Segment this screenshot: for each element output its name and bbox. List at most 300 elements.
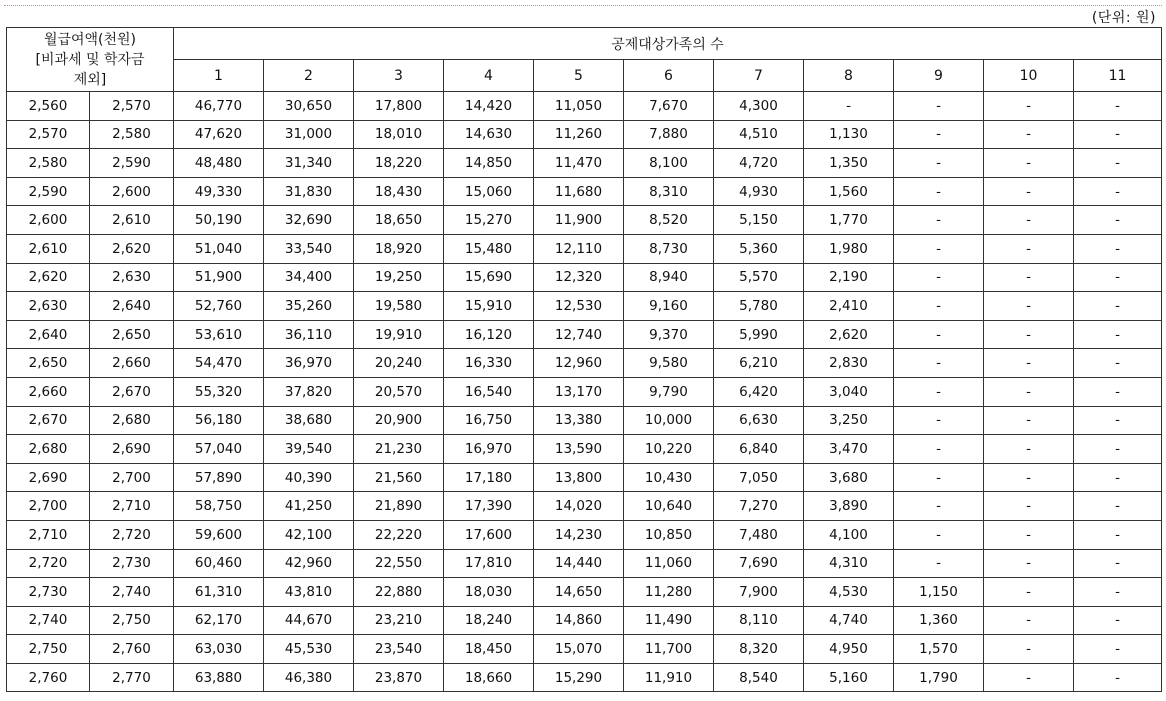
income-header-line: 제외] (73, 71, 107, 88)
income-from-cell: 2,610 (7, 234, 90, 263)
table-row (7, 177, 1162, 206)
tax-amount-cell: - (1074, 492, 1162, 521)
tax-amount-cell: 16,120 (444, 320, 534, 349)
tax-amount-cell: 59,600 (174, 520, 264, 549)
tax-amount-cell: 53,610 (174, 320, 264, 349)
family-count-header: 공제대상가족의 수 (174, 28, 1162, 60)
tax-amount-cell: 20,240 (354, 349, 444, 378)
tax-amount-cell: 18,430 (354, 177, 444, 206)
tax-amount-cell: 36,970 (264, 349, 354, 378)
tax-amount-cell: 44,670 (264, 606, 354, 635)
tax-amount-cell: - (984, 349, 1074, 378)
unit-label: (단위: 원) (1091, 10, 1156, 26)
tax-amount-cell: 8,520 (624, 206, 714, 235)
income-to-cell: 2,720 (90, 520, 174, 549)
tax-amount-cell: 11,050 (534, 92, 624, 121)
tax-amount-cell: 10,640 (624, 492, 714, 521)
table-row (7, 349, 1162, 378)
tax-amount-cell: 11,680 (534, 177, 624, 206)
tax-amount-cell: 7,050 (714, 463, 804, 492)
tax-amount-cell: 11,260 (534, 120, 624, 149)
income-to-cell: 2,710 (90, 492, 174, 521)
tax-amount-cell: 6,630 (714, 406, 804, 435)
tax-amount-cell: - (894, 492, 984, 521)
tax-amount-cell: 57,040 (174, 435, 264, 464)
tax-amount-cell: 56,180 (174, 406, 264, 435)
tax-amount-cell: 55,320 (174, 377, 264, 406)
table-row (7, 263, 1162, 292)
tax-amount-cell: - (1074, 92, 1162, 121)
tax-amount-cell: - (804, 92, 894, 121)
tax-amount-cell: - (1074, 463, 1162, 492)
tax-amount-cell: 18,010 (354, 120, 444, 149)
tax-amount-cell: 7,670 (624, 92, 714, 121)
tax-amount-cell: 16,750 (444, 406, 534, 435)
income-from-cell: 2,600 (7, 206, 90, 235)
tax-amount-cell: 15,480 (444, 234, 534, 263)
tax-amount-cell: - (894, 406, 984, 435)
tax-amount-cell: 23,210 (354, 606, 444, 635)
table-row (7, 234, 1162, 263)
tax-amount-cell: - (894, 377, 984, 406)
tax-amount-cell: 15,070 (534, 635, 624, 664)
table-row (7, 292, 1162, 321)
income-from-cell: 2,740 (7, 606, 90, 635)
family-column-header: 3 (354, 60, 444, 92)
income-from-cell: 2,580 (7, 149, 90, 178)
table-row (7, 406, 1162, 435)
tax-amount-cell: 13,170 (534, 377, 624, 406)
income-to-cell: 2,570 (90, 92, 174, 121)
tax-amount-cell: 23,540 (354, 635, 444, 664)
tax-amount-cell: 12,320 (534, 263, 624, 292)
income-to-cell: 2,630 (90, 263, 174, 292)
tax-amount-cell: 22,880 (354, 578, 444, 607)
tax-amount-cell: 15,270 (444, 206, 534, 235)
tax-amount-cell: - (894, 463, 984, 492)
tax-amount-cell: 22,220 (354, 520, 444, 549)
income-from-cell: 2,710 (7, 520, 90, 549)
tax-amount-cell: - (984, 377, 1074, 406)
tax-amount-cell: 9,580 (624, 349, 714, 378)
income-to-cell: 2,650 (90, 320, 174, 349)
tax-amount-cell: 15,910 (444, 292, 534, 321)
income-header-line: [비과세 및 학자금 (35, 51, 145, 68)
tax-amount-cell: - (894, 234, 984, 263)
tax-amount-cell: 1,350 (804, 149, 894, 178)
tax-amount-cell: - (984, 663, 1074, 692)
tax-amount-cell: 46,380 (264, 663, 354, 692)
income-from-cell: 2,690 (7, 463, 90, 492)
tax-amount-cell: 2,190 (804, 263, 894, 292)
tax-amount-cell: 18,030 (444, 578, 534, 607)
tax-amount-cell: 52,760 (174, 292, 264, 321)
tax-amount-cell: 4,720 (714, 149, 804, 178)
tax-amount-cell: - (984, 92, 1074, 121)
family-column-header: 9 (894, 60, 984, 92)
tax-amount-cell: 1,980 (804, 234, 894, 263)
tax-amount-cell: 1,360 (894, 606, 984, 635)
tax-amount-cell: 3,250 (804, 406, 894, 435)
tax-amount-cell: 5,780 (714, 292, 804, 321)
tax-amount-cell: - (1074, 206, 1162, 235)
tax-amount-cell: 31,000 (264, 120, 354, 149)
tax-amount-cell: 1,570 (894, 635, 984, 664)
family-column-header: 7 (714, 60, 804, 92)
tax-amount-cell: 7,480 (714, 520, 804, 549)
tax-amount-cell: 17,600 (444, 520, 534, 549)
tax-amount-cell: 5,360 (714, 234, 804, 263)
tax-amount-cell: - (984, 406, 1074, 435)
tax-amount-cell: 21,560 (354, 463, 444, 492)
income-to-cell: 2,600 (90, 177, 174, 206)
tax-amount-cell: - (1074, 549, 1162, 578)
tax-amount-cell: 36,110 (264, 320, 354, 349)
tax-amount-cell: - (894, 292, 984, 321)
family-column-header: 6 (624, 60, 714, 92)
tax-amount-cell: 8,310 (624, 177, 714, 206)
tax-amount-cell: 19,250 (354, 263, 444, 292)
table-row (7, 92, 1162, 121)
tax-amount-cell: 10,220 (624, 435, 714, 464)
tax-amount-cell: 1,150 (894, 578, 984, 607)
tax-amount-cell: - (894, 92, 984, 121)
income-from-cell: 2,620 (7, 263, 90, 292)
tax-amount-cell: - (1074, 120, 1162, 149)
tax-amount-cell: - (1074, 149, 1162, 178)
table-row (7, 377, 1162, 406)
tax-amount-cell: - (1074, 377, 1162, 406)
tax-amount-cell: 57,890 (174, 463, 264, 492)
tax-amount-cell: 4,100 (804, 520, 894, 549)
tax-amount-cell: 43,810 (264, 578, 354, 607)
tax-amount-cell: 18,660 (444, 663, 534, 692)
family-columns-row (7, 60, 1162, 92)
tax-amount-cell: 10,430 (624, 463, 714, 492)
tax-amount-cell: 10,000 (624, 406, 714, 435)
income-to-cell: 2,580 (90, 120, 174, 149)
tax-amount-cell: 15,060 (444, 177, 534, 206)
table-row (7, 606, 1162, 635)
table-row (7, 549, 1162, 578)
tax-amount-cell: - (894, 149, 984, 178)
tax-amount-cell: 17,800 (354, 92, 444, 121)
tax-amount-cell: 4,300 (714, 92, 804, 121)
income-from-cell: 2,720 (7, 549, 90, 578)
tax-amount-cell: 18,650 (354, 206, 444, 235)
tax-amount-cell: 45,530 (264, 635, 354, 664)
tax-amount-cell: 49,330 (174, 177, 264, 206)
tax-amount-cell: 4,740 (804, 606, 894, 635)
tax-amount-cell: 16,330 (444, 349, 534, 378)
tax-amount-cell: 6,210 (714, 349, 804, 378)
tax-amount-cell: 11,900 (534, 206, 624, 235)
family-column-header: 4 (444, 60, 534, 92)
tax-amount-cell: - (984, 234, 1074, 263)
table-row (7, 435, 1162, 464)
tax-amount-cell: 18,450 (444, 635, 534, 664)
tax-amount-cell: 31,830 (264, 177, 354, 206)
tax-amount-cell: - (1074, 349, 1162, 378)
tax-amount-cell: 7,880 (624, 120, 714, 149)
tax-amount-cell: 3,890 (804, 492, 894, 521)
tax-amount-cell: 38,680 (264, 406, 354, 435)
tax-amount-cell: 4,310 (804, 549, 894, 578)
tax-amount-cell: 14,020 (534, 492, 624, 521)
tax-amount-cell: 13,380 (534, 406, 624, 435)
tax-amount-cell: - (984, 206, 1074, 235)
tax-amount-cell: - (1074, 578, 1162, 607)
tax-amount-cell: 16,540 (444, 377, 534, 406)
family-column-header: 2 (264, 60, 354, 92)
tax-amount-cell: - (1074, 320, 1162, 349)
tax-amount-cell: 18,220 (354, 149, 444, 178)
tax-amount-cell: 5,150 (714, 206, 804, 235)
tax-amount-cell: - (1074, 292, 1162, 321)
tax-amount-cell: - (984, 635, 1074, 664)
tax-amount-cell: 10,850 (624, 520, 714, 549)
tax-amount-cell: - (1074, 177, 1162, 206)
tax-amount-cell: 21,890 (354, 492, 444, 521)
family-column-header: 8 (804, 60, 894, 92)
tax-amount-cell: - (984, 292, 1074, 321)
tax-amount-cell: 14,440 (534, 549, 624, 578)
tax-amount-cell: - (894, 206, 984, 235)
tax-amount-cell: 20,570 (354, 377, 444, 406)
tax-amount-cell: 32,690 (264, 206, 354, 235)
tax-amount-cell: - (1074, 406, 1162, 435)
tax-amount-cell: 1,560 (804, 177, 894, 206)
tax-amount-cell: 12,960 (534, 349, 624, 378)
top-dotted-rule (4, 5, 1162, 6)
tax-amount-cell: 39,540 (264, 435, 354, 464)
income-to-cell: 2,700 (90, 463, 174, 492)
tax-amount-cell: 1,770 (804, 206, 894, 235)
tax-amount-cell: 13,590 (534, 435, 624, 464)
tax-amount-cell: 9,370 (624, 320, 714, 349)
table-row (7, 635, 1162, 664)
tax-amount-cell: - (984, 149, 1074, 178)
tax-amount-cell: 19,910 (354, 320, 444, 349)
tax-amount-cell: 5,990 (714, 320, 804, 349)
income-to-cell: 2,740 (90, 578, 174, 607)
tax-amount-cell: - (984, 263, 1074, 292)
tax-amount-cell: - (1074, 234, 1162, 263)
tax-amount-cell: - (1074, 635, 1162, 664)
tax-amount-cell: - (894, 120, 984, 149)
tax-amount-cell: 61,310 (174, 578, 264, 607)
tax-amount-cell: 4,530 (804, 578, 894, 607)
tax-amount-cell: - (894, 320, 984, 349)
tax-amount-cell: 6,840 (714, 435, 804, 464)
tax-amount-cell: 11,490 (624, 606, 714, 635)
tax-amount-cell: - (1074, 520, 1162, 549)
tax-amount-cell: - (894, 435, 984, 464)
tax-amount-cell: 12,530 (534, 292, 624, 321)
income-to-cell: 2,660 (90, 349, 174, 378)
tax-amount-cell: 60,460 (174, 549, 264, 578)
tax-amount-cell: - (984, 606, 1074, 635)
tax-amount-cell: 35,260 (264, 292, 354, 321)
table-row (7, 320, 1162, 349)
tax-amount-cell: 4,510 (714, 120, 804, 149)
table-row (7, 120, 1162, 149)
tax-amount-cell: 31,340 (264, 149, 354, 178)
tax-amount-cell: 4,930 (714, 177, 804, 206)
income-from-cell: 2,730 (7, 578, 90, 607)
income-from-cell: 2,750 (7, 635, 90, 664)
tax-amount-cell: 37,820 (264, 377, 354, 406)
income-to-cell: 2,680 (90, 406, 174, 435)
income-from-cell: 2,700 (7, 492, 90, 521)
income-to-cell: 2,610 (90, 206, 174, 235)
tax-amount-cell: - (984, 492, 1074, 521)
tax-amount-cell: 2,410 (804, 292, 894, 321)
tax-amount-cell: - (894, 349, 984, 378)
income-to-cell: 2,670 (90, 377, 174, 406)
table-row (7, 492, 1162, 521)
tax-amount-cell: 41,250 (264, 492, 354, 521)
tax-amount-cell: 3,040 (804, 377, 894, 406)
income-to-cell: 2,760 (90, 635, 174, 664)
tax-amount-cell: 2,620 (804, 320, 894, 349)
tax-amount-cell: 17,390 (444, 492, 534, 521)
family-column-header: 5 (534, 60, 624, 92)
tax-amount-cell: 3,680 (804, 463, 894, 492)
tax-amount-cell: 33,540 (264, 234, 354, 263)
tax-amount-cell: - (1074, 663, 1162, 692)
tax-amount-cell: 40,390 (264, 463, 354, 492)
tax-amount-cell: 58,750 (174, 492, 264, 521)
tax-amount-cell: 15,290 (534, 663, 624, 692)
tax-amount-cell: 8,940 (624, 263, 714, 292)
tax-amount-cell: 3,470 (804, 435, 894, 464)
table-row (7, 206, 1162, 235)
tax-amount-cell: 1,130 (804, 120, 894, 149)
tax-amount-cell: 12,110 (534, 234, 624, 263)
tax-amount-cell: - (894, 177, 984, 206)
tax-amount-cell: 46,770 (174, 92, 264, 121)
tax-amount-cell: 5,160 (804, 663, 894, 692)
tax-amount-cell: 19,580 (354, 292, 444, 321)
family-column-header: 1 (174, 60, 264, 92)
tax-amount-cell: 15,690 (444, 263, 534, 292)
tax-amount-cell: 14,630 (444, 120, 534, 149)
tax-amount-cell: 14,650 (534, 578, 624, 607)
tax-amount-cell: 11,470 (534, 149, 624, 178)
tax-amount-cell: 9,160 (624, 292, 714, 321)
tax-amount-cell: 62,170 (174, 606, 264, 635)
tax-amount-cell: - (984, 463, 1074, 492)
income-to-cell: 2,750 (90, 606, 174, 635)
income-from-cell: 2,570 (7, 120, 90, 149)
tax-amount-cell: 6,420 (714, 377, 804, 406)
income-to-cell: 2,690 (90, 435, 174, 464)
tax-amount-cell: - (984, 120, 1074, 149)
income-from-cell: 2,760 (7, 663, 90, 692)
tax-amount-cell: - (984, 435, 1074, 464)
income-from-cell: 2,630 (7, 292, 90, 321)
tax-amount-cell: - (894, 520, 984, 549)
tax-amount-cell: 8,320 (714, 635, 804, 664)
tax-amount-cell: 4,950 (804, 635, 894, 664)
tax-amount-cell: 54,470 (174, 349, 264, 378)
tax-amount-cell: 50,190 (174, 206, 264, 235)
income-to-cell: 2,620 (90, 234, 174, 263)
tax-amount-cell: 8,730 (624, 234, 714, 263)
income-to-cell: 2,640 (90, 292, 174, 321)
tax-amount-cell: 14,420 (444, 92, 534, 121)
tax-amount-cell: 8,100 (624, 149, 714, 178)
table-body (7, 92, 1162, 692)
tax-amount-cell: 48,480 (174, 149, 264, 178)
table-row (7, 463, 1162, 492)
income-to-cell: 2,730 (90, 549, 174, 578)
tax-amount-cell: 42,100 (264, 520, 354, 549)
tax-amount-cell: 12,740 (534, 320, 624, 349)
tax-amount-cell: 22,550 (354, 549, 444, 578)
tax-amount-cell: - (984, 320, 1074, 349)
table-row (7, 663, 1162, 692)
tax-amount-cell: 20,900 (354, 406, 444, 435)
tax-amount-cell: - (984, 578, 1074, 607)
tax-amount-cell: 17,810 (444, 549, 534, 578)
table-row (7, 520, 1162, 549)
tax-amount-cell: - (894, 263, 984, 292)
tax-amount-cell: - (984, 549, 1074, 578)
income-from-cell: 2,680 (7, 435, 90, 464)
family-column-header: 10 (984, 60, 1074, 92)
tax-amount-cell: 47,620 (174, 120, 264, 149)
tax-amount-cell: - (1074, 263, 1162, 292)
tax-amount-cell: 18,920 (354, 234, 444, 263)
income-to-cell: 2,770 (90, 663, 174, 692)
income-header-line: 월급여액(천원) (43, 31, 137, 48)
tax-amount-cell: 11,700 (624, 635, 714, 664)
tax-amount-cell: - (894, 549, 984, 578)
tax-amount-cell: 7,270 (714, 492, 804, 521)
income-from-cell: 2,560 (7, 92, 90, 121)
tax-amount-cell: 18,240 (444, 606, 534, 635)
tax-amount-cell: 42,960 (264, 549, 354, 578)
tax-amount-cell: 1,790 (894, 663, 984, 692)
tax-amount-cell: 14,860 (534, 606, 624, 635)
tax-amount-cell: 9,790 (624, 377, 714, 406)
income-from-cell: 2,590 (7, 177, 90, 206)
tax-amount-cell: 14,850 (444, 149, 534, 178)
tax-amount-cell: 8,110 (714, 606, 804, 635)
tax-amount-cell: 14,230 (534, 520, 624, 549)
tax-amount-cell: 16,970 (444, 435, 534, 464)
tax-amount-cell: 11,910 (624, 663, 714, 692)
income-from-cell: 2,660 (7, 377, 90, 406)
table-row (7, 149, 1162, 178)
income-range-header (7, 28, 174, 92)
tax-amount-cell: 2,830 (804, 349, 894, 378)
family-column-header: 11 (1074, 60, 1162, 92)
tax-amount-cell: 51,900 (174, 263, 264, 292)
income-from-cell: 2,640 (7, 320, 90, 349)
tax-amount-cell: 17,180 (444, 463, 534, 492)
tax-amount-cell: 63,030 (174, 635, 264, 664)
tax-amount-cell: 7,690 (714, 549, 804, 578)
income-from-cell: 2,670 (7, 406, 90, 435)
tax-amount-cell: 34,400 (264, 263, 354, 292)
income-from-cell: 2,650 (7, 349, 90, 378)
tax-amount-cell: - (1074, 435, 1162, 464)
tax-amount-cell: 51,040 (174, 234, 264, 263)
tax-amount-cell: 63,880 (174, 663, 264, 692)
